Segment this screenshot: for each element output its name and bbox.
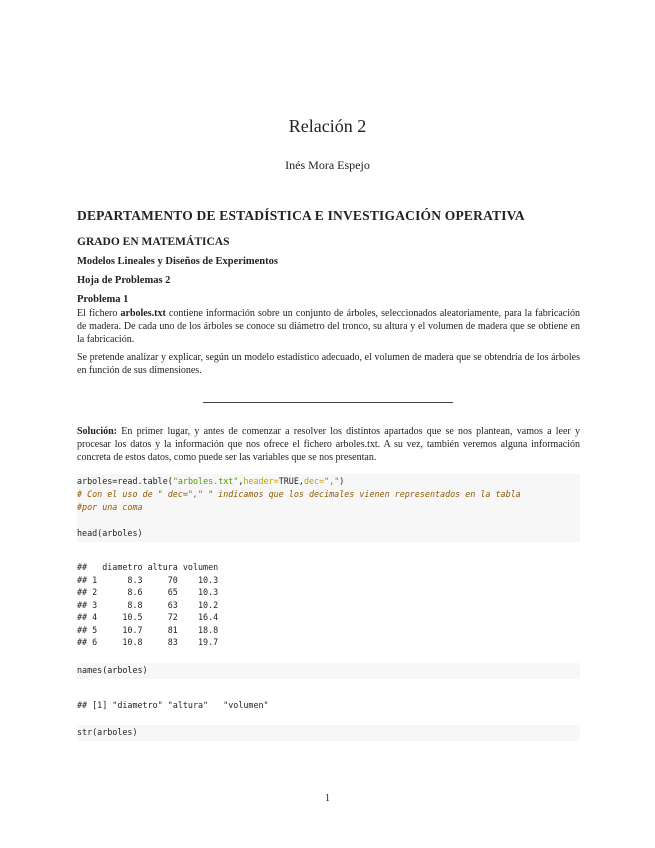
output-row: ## 6 10.8 83 19.7 — [77, 637, 219, 647]
output-row: ## 4 10.5 72 16.4 — [77, 612, 219, 622]
output-row: ## 3 8.8 63 10.2 — [77, 599, 219, 610]
problem-paragraph-1 — [77, 307, 580, 346]
degree-heading: GRADO EN MATEMÁTICAS — [77, 236, 230, 248]
problem-heading: Problema 1 — [77, 294, 129, 305]
document-title: Relación 2 — [288, 116, 367, 136]
page-number: 1 — [325, 793, 330, 804]
file-name: arboles.txt — [120, 308, 166, 319]
output-row: ## 5 10.7 81 18.8 — [77, 624, 219, 635]
output-head-table — [77, 561, 580, 649]
solution-paragraph — [77, 425, 580, 464]
problem-p1-post: contiene información sobre un conjunto de árboles, seleccionados aleatoriamente, para la fabricación de madera. De cada uno de los árboles se conoce su diámetro del tronco, su altura y el volumen de madera que se obtiene en la fabricación. — [77, 308, 581, 345]
document-author: Inés Mora Espejo — [285, 158, 370, 172]
solution-label: Solución: — [77, 426, 118, 437]
code-blank-line — [77, 514, 580, 527]
sheet-heading: Hoja de Problemas 2 — [77, 275, 171, 286]
code-line-str: str(arboles) — [77, 727, 138, 737]
output-row: ## 2 8.6 65 10.3 — [77, 587, 219, 597]
output-header-row: ## diametro altura volumen — [77, 562, 219, 572]
problem-p1-pre: El fichero — [77, 308, 121, 319]
code-comment-1: # Con el uso de " dec="," " indicamos que los decimales vienen representados en la tabla — [77, 489, 521, 499]
code-block-str — [77, 725, 580, 741]
code-line-names: names(arboles) — [77, 665, 148, 675]
output-row: ## 1 8.3 70 10.3 — [77, 574, 219, 585]
code-line-head: head(arboles) — [77, 528, 143, 538]
code-block-names — [77, 663, 580, 679]
problem-paragraph-2: Se pretende analizar y explicar, según un modelo estadístico adecuado, el volumen de madera que se obtendría de los árboles en función de sus dimensiones. — [77, 352, 580, 376]
output-names — [77, 699, 580, 712]
department-heading: DEPARTAMENTO DE ESTADÍSTICA E INVESTIGACIÓN OPERATIVA — [77, 208, 525, 223]
code-block-read-table — [77, 474, 580, 542]
output-names-line: ## [1] "diametro" "altura" "volumen" — [77, 700, 269, 710]
code-line-read-table: arboles=read.table("arboles.txt",header=TRUE,dec=",") — [77, 476, 345, 486]
horizontal-rule — [203, 402, 453, 403]
course-heading: Modelos Lineales y Diseños de Experimentos — [77, 256, 278, 267]
code-comment-2: #por una coma — [77, 502, 143, 512]
solution-text: En primer lugar, y antes de comenzar a resolver los distintos apartados que se nos plantean, vamos a leer y procesar los datos y la información que nos ofrece el fichero arboles.txt. A su vez, también veremos alguna información concreta de estos datos, como puede ser las variables que se nos presentan. — [77, 426, 580, 463]
